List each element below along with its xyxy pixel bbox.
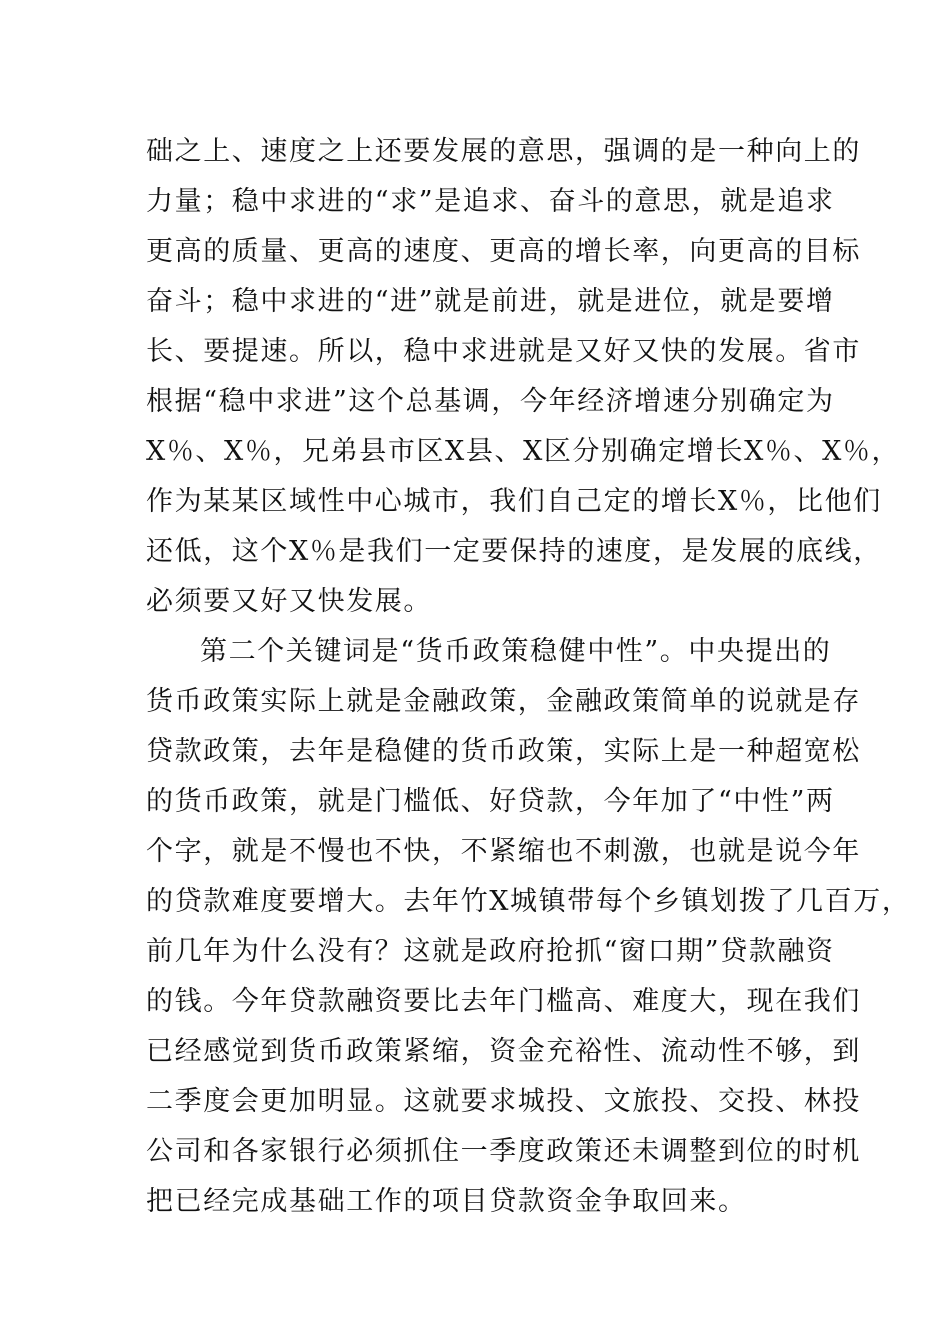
text-line: 的货币政策，就是门槛低、好贷款，今年加了“中性”两	[146, 786, 835, 817]
text-line: 二季度会更加明显。这就要求城投、文旅投、交投、林投	[146, 1086, 861, 1117]
text-line: 力量；稳中求进的“求”是追求、奋斗的意思，就是追求	[146, 186, 835, 217]
text-line: 的贷款难度要增大。去年竹X城镇带每个乡镇划拨了几百万，	[146, 886, 911, 917]
text-line: 础之上、速度之上还要发展的意思，强调的是一种向上的	[146, 136, 861, 167]
text-line: 个字，就是不慢也不快，不紧缩也不刺激，也就是说今年	[146, 836, 861, 867]
text-line: 贷款政策，去年是稳健的货币政策，实际上是一种超宽松	[146, 736, 861, 767]
text-line: 把已经完成基础工作的项目贷款资金争取回来。	[146, 1186, 747, 1217]
text-line: 更高的质量、更高的速度、更高的增长率，向更高的目标	[146, 236, 861, 267]
text-line: 奋斗；稳中求进的“进”就是前进，就是进位，就是要增	[146, 286, 835, 317]
paragraph-first-line: 第二个关键词是“货币政策稳健中性”。中央提出的	[200, 636, 832, 667]
text-line: 还低，这个X％是我们一定要保持的速度，是发展的底线，	[146, 536, 882, 567]
text-line: 长、要提速。所以，稳中求进就是又好又快的发展。省市	[146, 336, 861, 367]
text-line: 必须要又好又快发展。	[146, 586, 432, 617]
text-line: 根据“稳中求进”这个总基调，今年经济增速分别确定为	[146, 386, 835, 417]
text-line: 公司和各家银行必须抓住一季度政策还未调整到位的时机	[146, 1136, 861, 1167]
text-line: 已经感觉到货币政策紧缩，资金充裕性、流动性不够，到	[146, 1036, 861, 1067]
text-line: 货币政策实际上就是金融政策，金融政策简单的说就是存	[146, 686, 861, 717]
text-line: 的钱。今年贷款融资要比去年门槛高、难度大，现在我们	[146, 986, 861, 1017]
text-line: X％、X％，兄弟县市区X县、X区分别确定增长X％、X％，	[146, 436, 901, 467]
text-line: 前几年为什么没有？这就是政府抢抓“窗口期”贷款融资	[146, 936, 835, 967]
text-line: 作为某某区域性中心城市，我们自己定的增长X％，比他们	[146, 486, 882, 517]
